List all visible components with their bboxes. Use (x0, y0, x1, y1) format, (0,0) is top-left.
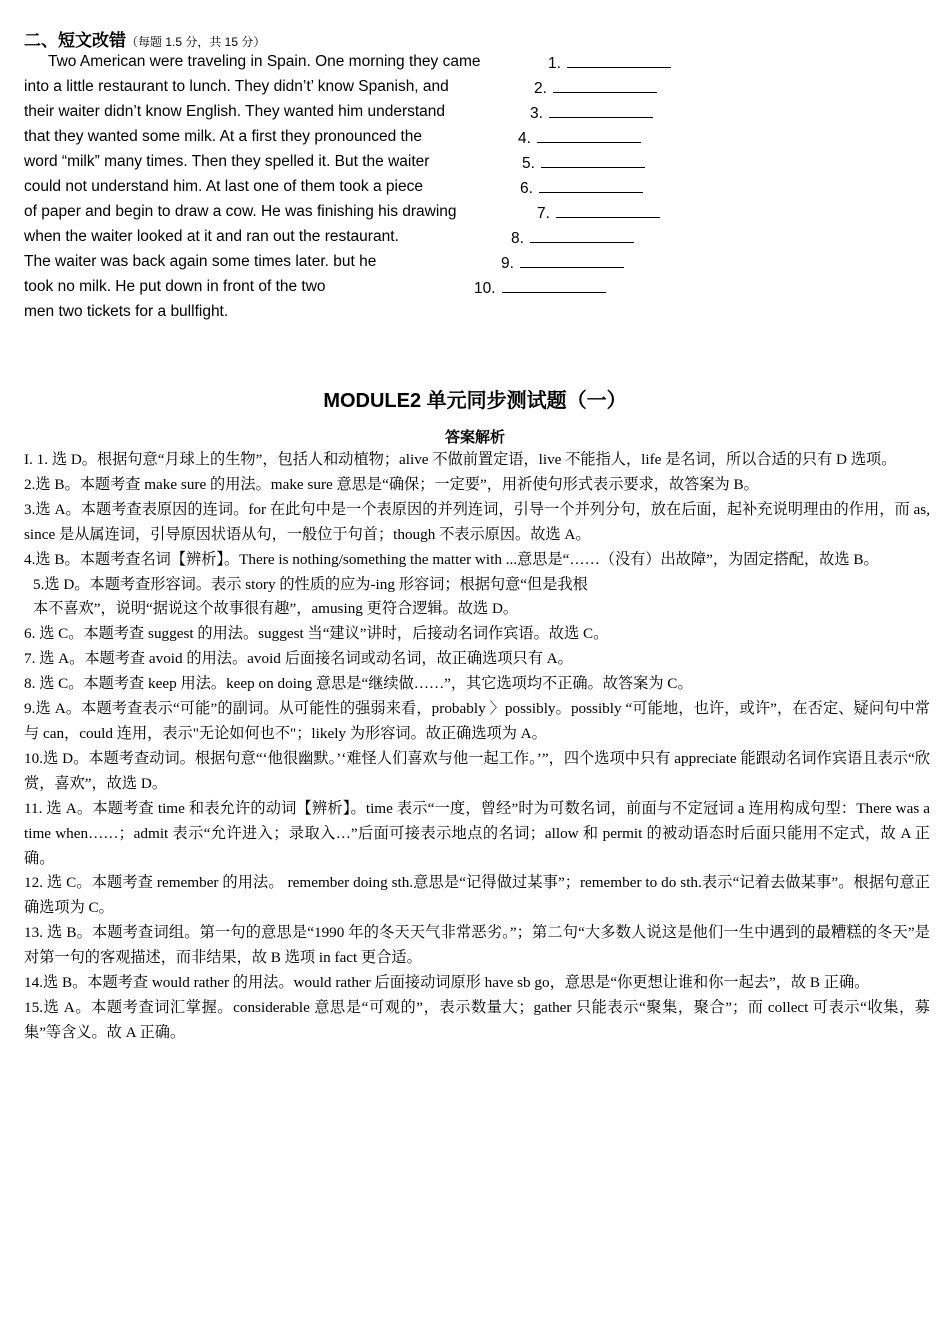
answer-blank[interactable] (518, 128, 641, 148)
passage-line: word “milk” many times. Then they spelled it. But the waiter (24, 153, 430, 170)
passage-line: took no milk. He put down in front of the two (24, 278, 326, 295)
section-title: 二、短文改错 (24, 31, 126, 50)
answer-explanations (24, 448, 930, 1046)
answer-blank[interactable] (474, 278, 606, 298)
answer-item: 15.选 A。本题考查词汇掌握。considerable 意思是“可观的”，表示数量大；gather 只能表示“聚集，聚合”；而 collect 可表示“收集，募集”等含义。故 A 正确。 (24, 998, 930, 1041)
answer-item: 12. 选 C。本题考查 remember 的用法。 remember doing sth.意思是“记得做过某事”；remember to do sth.表示“记着去做某事”。根据句意正确选项为 C。 (24, 874, 930, 917)
blank-line[interactable] (556, 203, 660, 218)
answer-item: 9.选 A。本题考查表示“可能”的副词。从可能性的强弱来看，probably 〉possibly。possibly “可能地，也许，或许”，在否定、疑问句中常与 can，could 连用，表示"无论如何也不"；likely 为形容词。故正确选项为 A。 (24, 700, 930, 742)
answer-blank[interactable] (520, 178, 643, 198)
passage-line: their waiter didn’t know English. They wanted him understand (24, 103, 446, 120)
passage-line: that they wanted some milk. At a first they pronounced the (24, 128, 423, 145)
answer-item: 11. 选 A。本题考查 time 和表允许的动词【辨析】。time 表示“一度，曾经”时为可数名词，前面与不定冠词 a 连用构成句型：There was a time when……；admit 表示“允许进入；录取入…”后面可接表示地点的名词；allow 和 permit 的被动语态时后面只能用不定式，故 A 正确。 (24, 799, 930, 867)
answer-item: 2.选 B。本题考查 make sure 的用法。make sure 意思是“确保；一定要”，用祈使句形式表示要求，故答案为 B。 (24, 475, 759, 493)
answer-blank[interactable] (530, 103, 653, 123)
answer-blank[interactable] (534, 78, 657, 98)
passage-line: The waiter was back again some times later. but he (24, 253, 377, 270)
answer-item: 8. 选 C。本题考查 keep 用法。keep on doing 意思是“继续做……”，其它选项均不正确。故答案为 C。 (24, 675, 693, 693)
blank-number: 3. (530, 105, 543, 122)
section-heading (24, 26, 265, 51)
blank-line[interactable] (537, 128, 641, 143)
answer-item: I. 1. 选 D。根据句意“月球上的生物”，包括人和动植物；alive 不做前置定语，live 不能指人，life 是名词，所以合适的只有 D 选项。 (24, 451, 897, 468)
blank-line[interactable] (520, 253, 624, 268)
blank-number: 9. (501, 255, 514, 272)
score-note: （每题 1.5 分，共 15 分） (126, 35, 266, 49)
answer-item: 5.选 D。本题考查形容词。表示 story 的性质的应为-ing 形容词；根据句意“但是我根 (33, 575, 588, 593)
blank-number: 1. (548, 55, 561, 72)
blank-number: 5. (522, 155, 535, 172)
answer-heading: 答案解析 (444, 430, 505, 446)
module-title: MODULE2 单元同步测试题（一） (323, 390, 627, 412)
blank-number: 2. (534, 80, 547, 97)
answer-item: 3.选 A。本题考查表原因的连词。for 在此句中是一个表原因的并列连词，引导一个并列分句，放在后面，起补充说明理由的作用，而 as, since 是从属连词，引导原因状语从句，一般位于句首；though 不表示原因。故选 A。 (24, 500, 930, 543)
answer-item: 10.选 D。本题考查动词。根据句意“‘他很幽默。’‘难怪人们喜欢与他一起工作。’”，四个选项中只有 appreciate 能跟动名词作宾语且表示“欣赏，喜欢”，故选 D。 (24, 749, 930, 792)
answer-blank[interactable] (501, 253, 624, 273)
blank-line[interactable] (502, 278, 606, 293)
answer-blank[interactable] (522, 153, 645, 173)
answer-item: 13. 选 B。本题考查词组。第一句的意思是“1990 年的冬天天气非常恶劣。”；第二句“大多数人说这是他们一生中遇到的最糟糕的冬天”是对第一句的客观描述，而非结果，故 B 选项 in fact 更合适。 (24, 924, 930, 967)
blank-number: 6. (520, 180, 533, 197)
blank-number: 8. (511, 230, 524, 247)
passage-line: Two American were traveling in Spain. One morning they came (48, 53, 481, 70)
passage-line: into a little restaurant to lunch. They didn’t’ know Spanish, and (24, 78, 449, 95)
passage-line: when the waiter looked at it and ran out the restaurant. (24, 228, 399, 245)
answer-item: 7. 选 A。本题考查 avoid 的用法。avoid 后面接名词或动名词，故正确选项只有 A。 (24, 650, 573, 668)
answer-item: 14.选 B。本题考查 would rather 的用法。would rather 后面接动词原形 have sb go，意思是“你更想让谁和你一起去”，故 B 正确。 (24, 974, 870, 992)
passage-line: of paper and begin to draw a cow. He was finishing his drawing (24, 203, 457, 220)
answer-blank[interactable] (511, 228, 634, 248)
blank-line[interactable] (541, 153, 645, 168)
blank-number: 7. (537, 205, 550, 222)
blank-number: 10. (474, 280, 496, 297)
answer-blank[interactable] (548, 53, 671, 73)
blank-line[interactable] (553, 78, 657, 93)
blank-number: 4. (518, 130, 531, 147)
passage-line: could not understand him. At last one of them took a piece (24, 178, 423, 195)
answer-item: 本不喜欢”，说明“据说这个故事很有趣”，amusing 更符合逻辑。故选 D。 (33, 600, 519, 618)
answer-item: 6. 选 C。本题考查 suggest 的用法。suggest 当“建议”讲时，后接动名词作宾语。故选 C。 (24, 625, 609, 643)
blank-line[interactable] (530, 228, 634, 243)
blank-line[interactable] (549, 103, 653, 118)
answer-item: 4.选 B。本题考查名词【辨析】。There is nothing/something the matter with ...意思是“……（没有）出故障”，为固定搭配，故选 B。 (24, 550, 879, 568)
blank-line[interactable] (567, 53, 671, 68)
blank-line[interactable] (539, 178, 643, 193)
passage-line: men two tickets for a bullfight. (24, 303, 229, 320)
answer-blank[interactable] (537, 203, 660, 223)
